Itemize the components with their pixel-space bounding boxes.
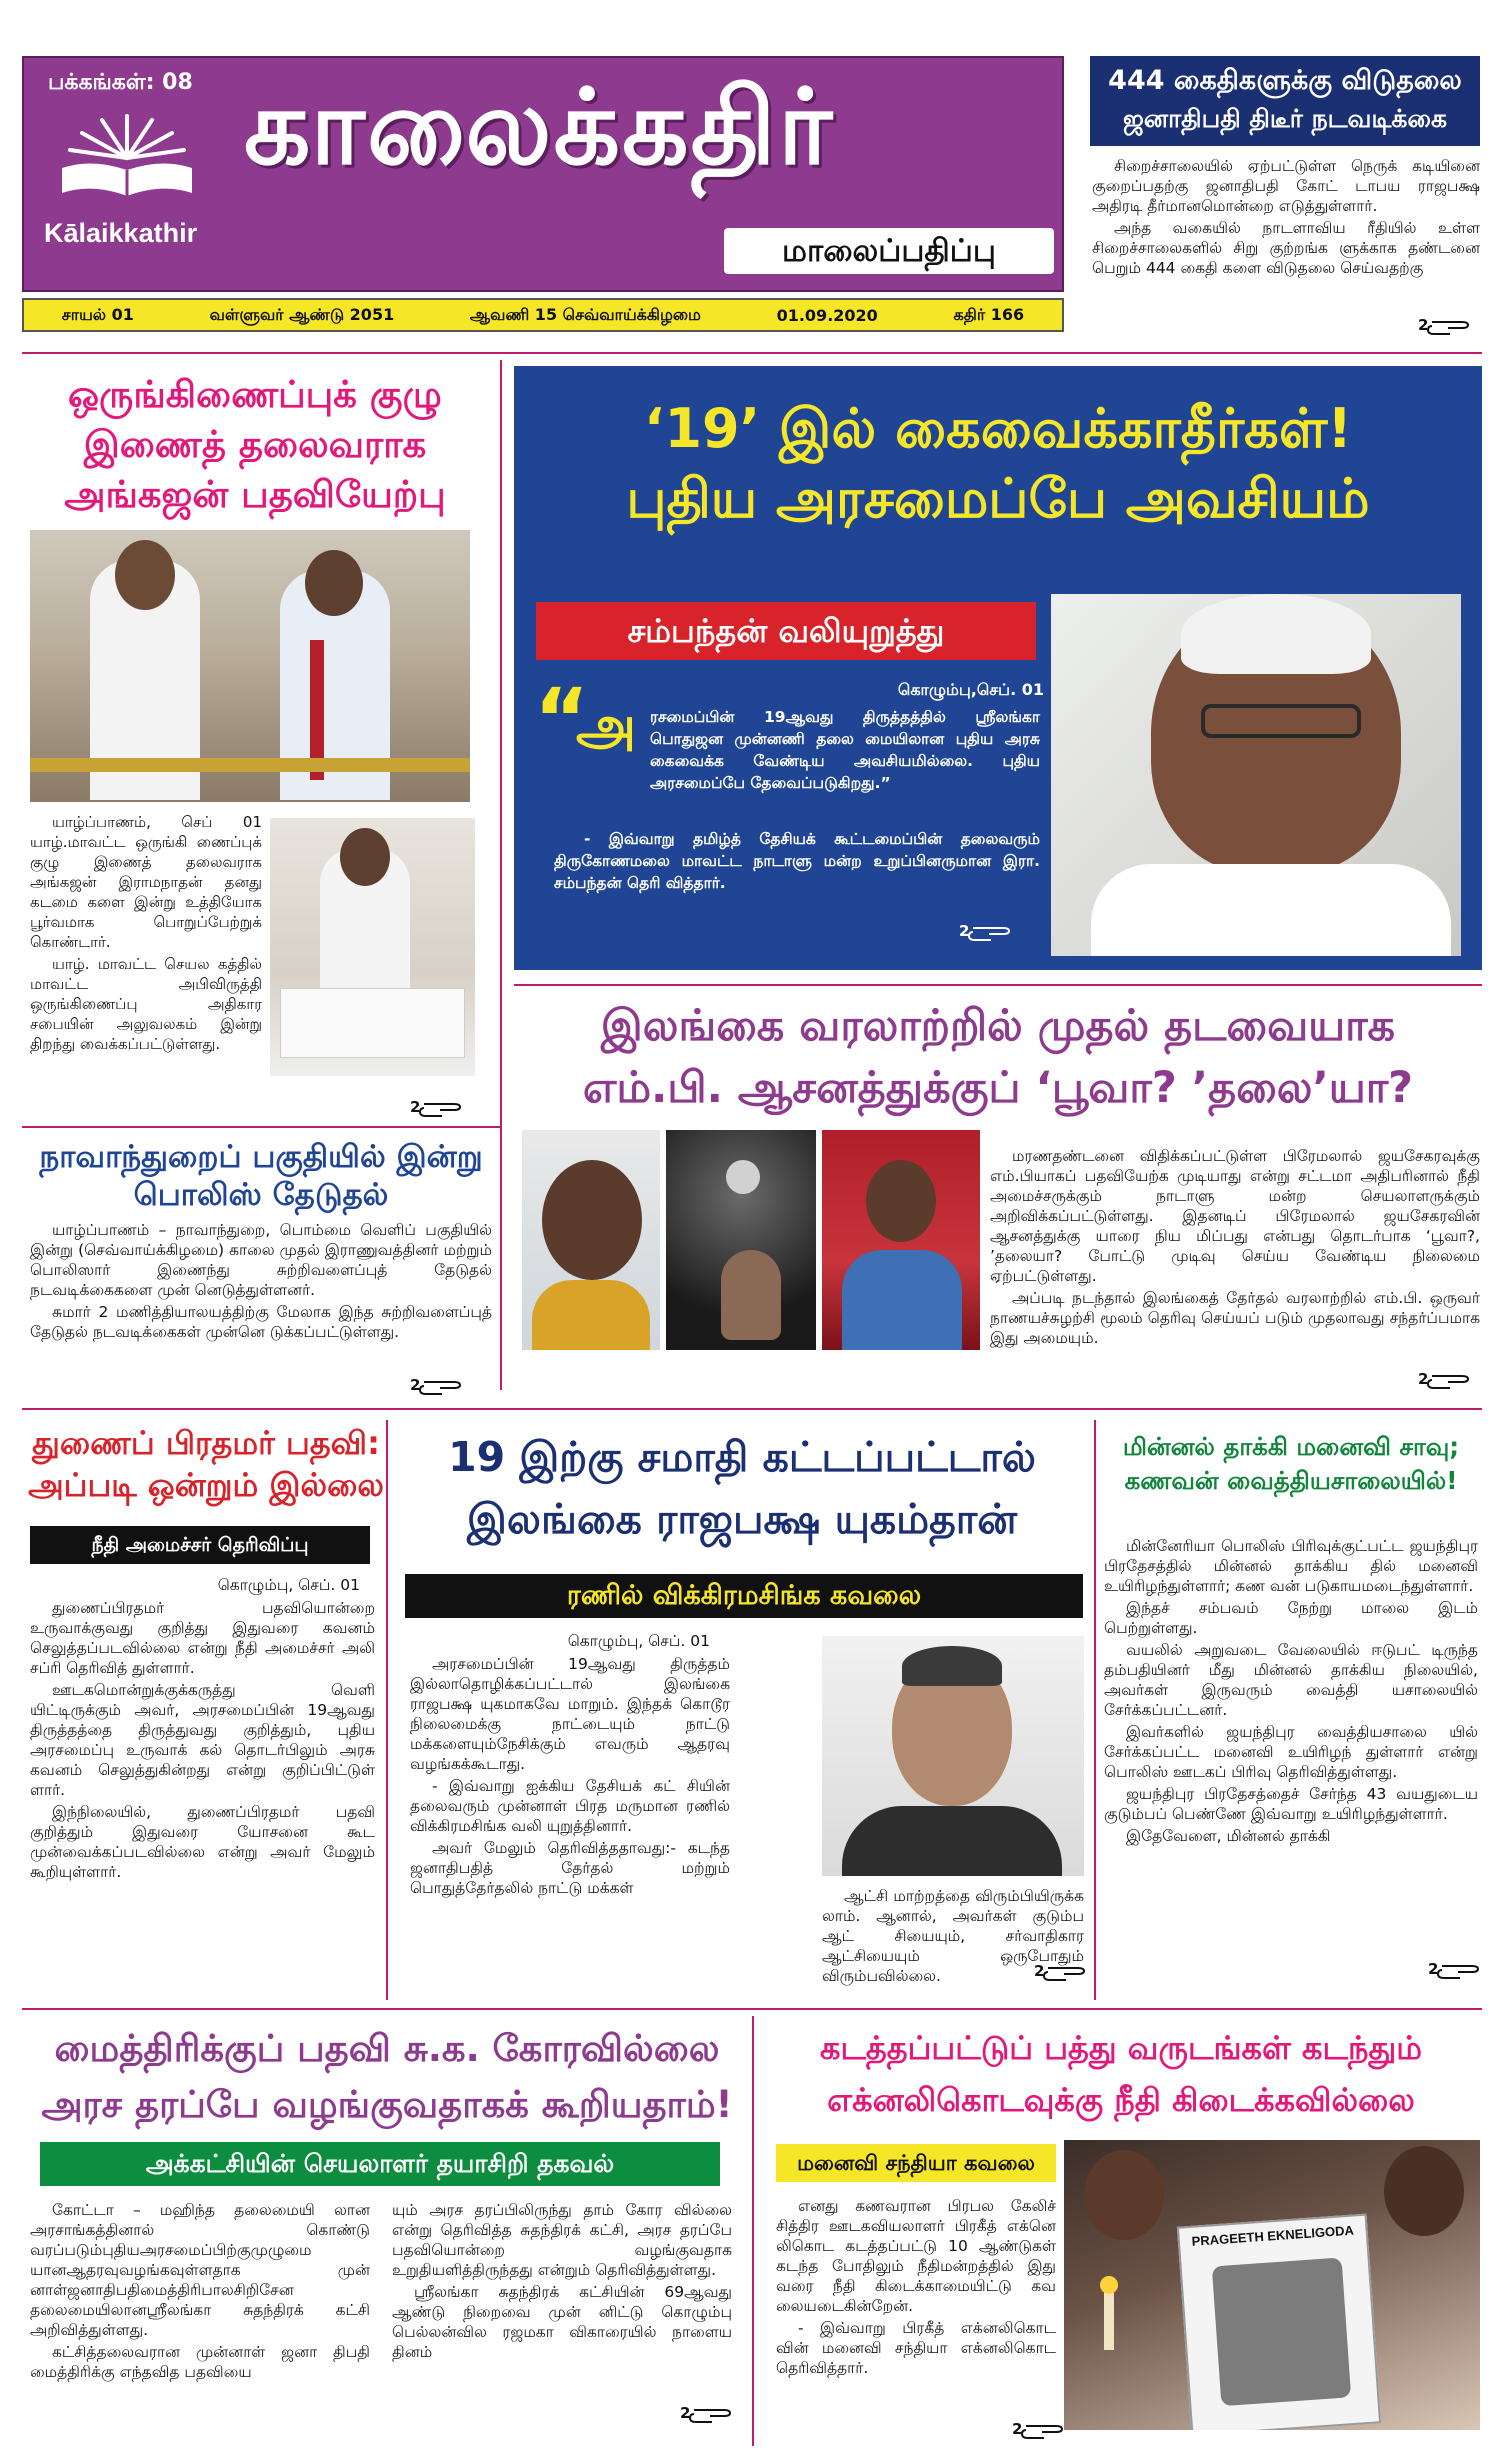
- navanthurai-headline: நாவாந்துறைப் பகுதியில் இன்று பொலிஸ் தேடுதல்: [39, 1139, 483, 1213]
- maithri-headline-2: அரச தரப்பே வழங்குவதாகக் கூறியதாம்!: [41, 2083, 733, 2126]
- continued-hand-icon: 2: [1418, 316, 1472, 338]
- ranil-para-3: அவர் மேலும் தெரிவித்ததாவது:- கடந்த ஜனாதிபதித் தேர்தல் மற்றும் பொதுத்தேர்தலில் நாட்டு மக்கள்: [410, 1839, 730, 1897]
- navanthurai-article: [30, 1220, 492, 1344]
- maithri-article-col1: [30, 2200, 370, 2384]
- issue-valluvar-year: வள்ளுவர் ஆண்டு 2051: [209, 304, 395, 324]
- deputy-pm-para-3: இந்நிலையில், துணைப்பிரதமர் பதவி குறித்தும் இதுவரை யோசனை கூட முன்வைக்கப்படவில்லை என்று அவர் மேலும் கூறியுள்ளார்.: [30, 1803, 375, 1881]
- continued-hand-icon: 2: [1034, 1962, 1088, 1984]
- prageeth-article: [776, 2196, 1056, 2380]
- deputy-pm-para-1: துணைப்பிரதமர் பதவியொன்றை உருவாக்குவது குறித்து இதுவரை கவனம் செலுத்தப்படவில்லை என்று நீதி அமைச்சர் அலி சப்ரி தெரிவித் துள்ளார்.: [30, 1599, 375, 1677]
- section-divider: [22, 2008, 1482, 2010]
- sambanthan-panel: [514, 366, 1482, 970]
- lightning-para-4: இவர்களில் ஜயந்திபுர வைத்தியசாலை யில் சேர்க்கப்பட்ட மனைவி உயிரிழந் துள்ளார் என்று பொலிஸ் ஊடகப் பிரிவு தெரிவித்துள்ளது.: [1104, 1723, 1478, 1781]
- continued-hand-icon: 2: [1428, 1960, 1482, 1982]
- prisoners-headline-2: ஜனாதிபதி திடீர் நடவடிக்கை: [1123, 104, 1447, 133]
- masthead-latin-name: Kālaikkathir: [44, 218, 198, 248]
- premalal-photo: [522, 1130, 660, 1350]
- sambanthan-headline-2: புதிய அரசமைப்பே அவசியம்: [626, 467, 1370, 530]
- column-divider: [752, 2016, 754, 2446]
- ranil-para-2: - இவ்வாறு ஐக்கிய தேசியக் கட் சியின் தலைவரும் முன்னாள் பிரத மருமான ரணில் விக்கிரமசிங்க வலி யுறுத்தினார்.: [410, 1777, 730, 1835]
- issue-tamil-date: ஆவணி 15 செவ்வாய்க்கிழமை: [469, 304, 701, 324]
- angajan-headline: ஒருங்கிணைப்புக் குழு இணைத் தலைவராக அங்கஜன் பதவியேற்பு: [64, 373, 446, 516]
- angajan-article: [30, 812, 262, 1056]
- section-divider: [514, 984, 1482, 986]
- continued-hand-icon: 2: [1012, 2420, 1066, 2442]
- ranil-article-col1: [410, 1654, 730, 1900]
- prageeth-subhead: மனைவி சந்தியா கவலை: [776, 2144, 1056, 2182]
- angajan-signing-photo: [270, 818, 475, 1076]
- prisoners-article: [1092, 156, 1480, 280]
- premalal-headline-2: எம்.பி. ஆசனத்துக்குப் ‘பூவா? ’தலை’யா?: [582, 1063, 1414, 1113]
- sambanthan-quote-text: ரசமைப்பின் 19ஆவது திருத்தத்தில் ஸ்ரீலங்கா பொதுஜன முன்னணி தலை மையிலான புதிய அரசு கைவைக்க வேண்டிய அவசியமில்லை. புதிய அரசமைப்பே தேவைப்படுகிறது.”: [650, 708, 1040, 792]
- navanthurai-para-2: சுமார் 2 மணித்தியாலயத்திற்கு மேலாக இந்த சுற்றிவளைப்புத் தேடுதல் நடவடிக்கைகள் முன்னெ டுக்கப்பட்டுள்ளது.: [30, 1303, 492, 1341]
- angajan-para-1: யாழ்ப்பாணம், செப் 01 யாழ்.மாவட்ட ஒருங்கி ணைப்புக் குழு இணைத் தலைவராக அங்கஜன் இராமநாதன் தனது கடமை களை இன்று உத்தியோக பூர்வமாக பொறுப்பேற்றுக் கொண்டார்.: [30, 813, 262, 951]
- lightning-headline: மின்னல் தாக்கி மனைவி சாவு; கணவன் வைத்தியசாலையில்!: [1122, 1432, 1460, 1495]
- edition-label: [724, 228, 1054, 274]
- ranil-para-1: அரசமைப்பின் 19ஆவது திருத்தம் இல்லாதொழிக்கப்பட்டால் இலங்கை ராஜபக்ஷ யுகமாகவே மாறும். இந்தக் கொடூர நிலைமைக்கு நாட்டையும் நாட்டு மக்களையும்நேசிக்கும் எவரும் ஆதரவு வழங்கக்கூடாது.: [410, 1655, 730, 1773]
- rival-mp-photo: [822, 1130, 980, 1350]
- continued-hand-icon: 2: [680, 2404, 734, 2426]
- ranil-dateline: கொழும்பு, செப். 01: [567, 1632, 710, 1650]
- angajan-ribbon-photo: [30, 530, 470, 802]
- masthead-title: காலைக்கதிர்: [244, 66, 835, 188]
- issue-date: 01.09.2020: [776, 305, 878, 325]
- ranil-subhead: ரணில் விக்கிரமசிங்க கவலை: [405, 1574, 1083, 1618]
- edition-text: மாலைப்பதிப்பு: [782, 233, 996, 269]
- sambanthan-dateline: கொழும்பு,செப். 01: [897, 680, 1044, 699]
- maithri-col1-para-1: கோட்டா – மஹிந்த தலைமையி லான அரசாங்கத்தினால் கொண்டு வரப்படும்புதியஅரசமைப்பிற்குமுழுமை யானஆதரவுவழங்கவுள்ளதாக முன் னாள்ஜனாதிபதிமைத்திரிபாலசிறிசேன தலைமையிலானஸ்ரீலங்கா சுதந்திரக் கட்சி அறிவித்துள்ளது.: [30, 2201, 370, 2339]
- masthead: [22, 56, 1064, 292]
- sambanthan-headline-1: ‘19’ இல் கைவைக்காதீர்கள்!: [643, 397, 1353, 460]
- sambanthan-attribution: - இவ்வாறு தமிழ்த் தேசியக் கூட்டமைப்பின் தலைவரும் திருகோணமலை மாவட்ட நாடாளு மன்ற உறுப்பினருமான இரா. சம்பந்தன் தெரி வித்தார்.: [554, 830, 1040, 892]
- maithri-article-col2: [392, 2200, 732, 2364]
- prisoners-headline-1: 444 கைதிகளுக்கு விடுதலை: [1108, 65, 1462, 96]
- prisoners-para-2: அந்த வகையில் நாடளாவிய ரீதியில் உள்ள சிறைச்சாலைகளில் சிறு குற்றங்க ளுக்காக தண்டனை பெறும் 444 கைதி களை விடுதலை செய்வதற்கு: [1092, 219, 1480, 277]
- prageeth-vigil-photo: [1064, 2140, 1480, 2430]
- issue-number: கதிர் 166: [953, 304, 1025, 324]
- maithri-col2-para-2: ஸ்ரீலங்கா சுதந்திரக் கட்சியின் 69ஆவது ஆண்டு நிறைவை முன் னிட்டு கொழும்பு பெல்லன்வில ரஜமகா விகாரையில் நாளைய தினம்: [392, 2283, 732, 2361]
- issue-edition: சாயல் 01: [61, 304, 134, 324]
- prisoners-headline-box: [1090, 56, 1480, 146]
- sambanthan-drop-cap: அ: [576, 694, 637, 757]
- column-divider: [1094, 1420, 1096, 2000]
- premalal-para-2: அப்படி நடந்தால் இலங்கைத் தேர்தல் வரலாற்றில் எம்.பி. ஒருவர் நாணயச்சுழற்சி மூலம் தெரிவு செய்யப் படும் முதலாவது சந்தர்ப்பமாக இது அமையும்.: [990, 1289, 1480, 1347]
- sambanthan-subhead: சம்பந்தன் வலியுறுத்து: [536, 602, 1036, 660]
- maithri-col2-para-1: யும் அரச தரப்பிலிருந்து தாம் கோர வில்லை என்று தெரிவித்த சுதந்திரக் கட்சி, அரச தரப்பே பதவியொன்றை வழங்குவதாக உறுதியளித்திருந்தது என்றும் தெரிவித்துள்ளது.: [392, 2201, 732, 2279]
- maithri-headline-1: மைத்திரிக்குப் பதவி சு.க. கோரவில்லை: [54, 2027, 720, 2070]
- coin-toss-photo: [666, 1130, 816, 1350]
- sunrise-book-logo: [52, 108, 202, 203]
- column-divider: [386, 1420, 388, 2000]
- deputy-pm-article: [30, 1598, 375, 1884]
- lightning-para-6: இதேவேளை, மின்னல் தாக்கி: [1126, 1827, 1331, 1845]
- section-divider: [22, 1408, 1482, 1410]
- section-divider: [22, 1126, 500, 1128]
- deputy-pm-para-2: ஊடகமொன்றுக்குக்கருத்து வெளி யிட்டிருக்கும் அவர், அரசமைப்பின் 19ஆவது திருத்தத்தை திருத்துவது குறித்தும், புதிய அரசமைப்பு உருவாக் கல் தொடர்பிலும் அரசு கவனம் செலுத்துகின்றது என்று குறிப்பிட்டுள் ளார்.: [30, 1681, 375, 1799]
- issue-info-bar: [22, 298, 1064, 332]
- page-count: பக்கங்கள்: 08: [48, 70, 193, 95]
- angajan-para-2: யாழ். மாவட்ட செயல கத்தில் மாவட்ட அபிவிருத்தி ஒருங்கிணைப்பு அதிகார சபையின் அலுவலகம் இன்று திறந்து வைக்கப்பட்டுள்ளது.: [30, 955, 262, 1053]
- sambanthan-quote-mark: “: [534, 670, 590, 768]
- continued-hand-icon: 2: [410, 1376, 464, 1398]
- prageeth-para-1: எனது கணவரான பிரபல கேலிச் சித்திர ஊடகவியலாளர் பிரகீத் எக்னெ லிகொட கடத்தப்பட்டு 10 ஆண்டுகள் கடந்த போதிலும் நீதிமன்றத்தில் இது வரை நீதி கிடைக்காமையிட்டு கவ லையடைகின்றேன்.: [776, 2197, 1056, 2315]
- lightning-para-5: ஜயந்திபுர பிரதேசத்தைச் சேர்ந்த 43 வயதுடைய குடும்பப் பெண்ணே இவ்வாறு உயிரிழந்துள்ளார்.: [1104, 1785, 1478, 1823]
- deputy-pm-subhead: நீதி அமைச்சர் தெரிவிப்பு: [30, 1526, 370, 1564]
- lightning-para-1: மின்னேரியா பொலிஸ் பிரிவுக்குட்பட்ட ஜயந்திபுர பிரதேசத்தில் மின்னல் தாக்கிய தில் மனைவி உயிரிழந்துள்ளார்; கண வன் படுகாயமடைந்துள்ளார்.: [1104, 1537, 1478, 1595]
- maithri-col1-para-2: கட்சித்தலைவரான முன்னாள் ஜனா திபதி மைத்திரிக்கு எந்தவித பதவியை: [30, 2343, 370, 2381]
- masthead-divider: [22, 352, 1482, 354]
- navanthurai-para-1: யாழ்ப்பாணம் – நாவாந்துறை, பொம்மை வெளிப் பகுதியில் இன்று (செவ்வாய்க்கிழமை) காலை முதல் இராணுவத்தினர் மற்றும் பொலிஸார் இணைந்து சுற்றிவளைப்புத் தேடுதல் நடவடிக்கைகளை முன் னெடுத்துள்ளனர்.: [30, 1221, 492, 1299]
- ranil-headline-2: இலங்கை ராஜபக்ஷ யுகம்தான்: [467, 1495, 1017, 1543]
- prageeth-para-2: - இவ்வாறு பிரகீத் எக்னலிகொட வின் மனைவி சந்தியா எக்னலிகொட தெரிவித்தார்.: [776, 2319, 1056, 2377]
- deputy-pm-headline: துணைப் பிரதமர் பதவி: அப்படி ஒன்றும் இல்லை: [28, 1424, 384, 1504]
- deputy-pm-dateline: கொழும்பு, செப். 01: [217, 1576, 360, 1594]
- ranil-para-4: ஆட்சி மாற்றத்தை விரும்பியிருக்க லாம். ஆனால், அவர்கள் குடும்ப ஆட் சியையும், சர்வாதிகார ஆட்சியையும் ஒருபோதும் விரும்பவில்லை.: [822, 1887, 1084, 1985]
- lightning-article: [1104, 1536, 1478, 1848]
- ranil-portrait: [822, 1636, 1084, 1876]
- ranil-headline-1: 19 இற்கு சமாதி கட்டப்பட்டால்: [448, 1433, 1036, 1481]
- placard-text: PRAGEETH EKNELIGODA: [1191, 2222, 1355, 2249]
- continued-hand-icon: 2: [1418, 1370, 1472, 1392]
- lightning-para-3: வயலில் அறுவடை வேலையில் ஈடுபட் டிருந்த தம்பதியினர் மீது மின்னல் தாக்கிய நிலையில், அவர்கள் இருவரும் வைத்தி யசாலையில் சேர்க்கப்பட்டனர்.: [1104, 1641, 1478, 1719]
- prisoners-para-1: சிறைச்சாலையில் ஏற்பட்டுள்ள நெருக் கடியினை குறைப்பதற்கு ஜனாதிபதி கோட் டாபய ராஜபக்ஷ அதிரடி தீர்மானமொன்றை எடுத்துள்ளார்.: [1092, 157, 1480, 215]
- column-divider: [500, 360, 502, 1390]
- prageeth-headline-2: எக்னலிகொடவுக்கு நீதி கிடைக்கவில்லை: [827, 2081, 1415, 2119]
- prageeth-headline-1: கடத்தப்பட்டுப் பத்து வருடங்கள் கடந்தும்: [819, 2029, 1422, 2067]
- continued-hand-icon: 2: [410, 1098, 464, 1120]
- premalal-para-1: மரணதண்டனை விதிக்கப்பட்டுள்ள பிரேமலால் ஜயசேகரவுக்கு எம்.பியாகப் பதவியேற்க முடியாது என்று சட்டமா அதிபரினால் நீதி அமைச்சருக்கும் நாடாளு மன்ற செயலாளருக்கும் அறிவிக்கப்பட்டுள்ளது. இதனடிப் பிரேமலால் ஜயசேகரவின் ஆசனத்துக்கு யாரை நிய மிப்பது என்பது தொடர்பாக ‘பூவா?, ’தலையா? போட்டு முடிவு செய்ய வேண்டிய நிலைமை ஏற்பட்டுள்ளது.: [990, 1147, 1480, 1285]
- premalal-headline-1: இலங்கை வரலாற்றில் முதல் தடவையாக: [600, 1001, 1396, 1051]
- premalal-article: [990, 1146, 1480, 1350]
- sambanthan-portrait: [1051, 594, 1461, 956]
- continued-hand-icon: 2: [959, 922, 1013, 944]
- lightning-para-2: இந்தச் சம்பவம் நேற்று மாலை இடம் பெற்றுள்ளது.: [1104, 1599, 1478, 1637]
- maithri-subhead: அக்கட்சியின் செயலாளர் தயாசிறி தகவல்: [40, 2142, 720, 2186]
